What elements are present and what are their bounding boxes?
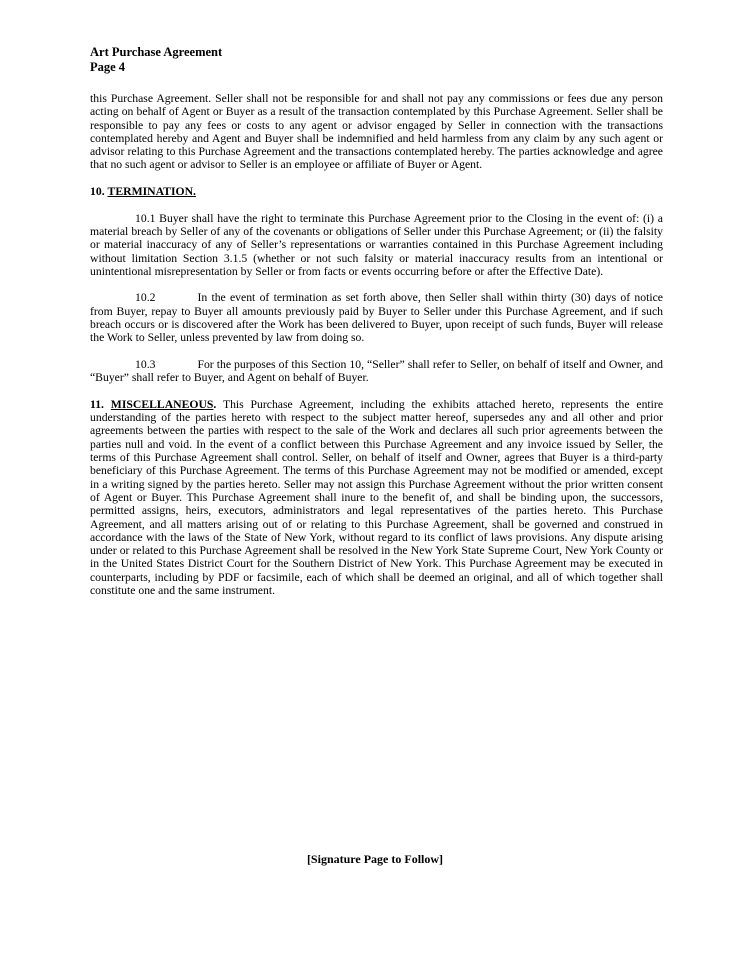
page-header	[90, 45, 222, 75]
section-10-3-number: 10.3	[135, 357, 156, 371]
page-number: Page 4	[90, 60, 126, 74]
signature-page-notice: [Signature Page to Follow]	[306, 852, 444, 866]
section-10-title: TERMINATION.	[107, 185, 196, 199]
section-10-1-paragraph: 10.1 Buyer shall have the right to terminate this Purchase Agreement prior to the Closing in the event of: (i) a material breach by Seller of any of the covenants or obligations of Seller under this Purchase Agreement; or (ii) the falsity or material inaccuracy of any of Seller’s representations or warranties contained in this Purchase Agreement including without limitation Section 3.1.5 (whether or not such falsity or material inaccuracy results from an intentional or unintentional misrepresentation by Seller or from facts or events occurring before or after the Effective Date).	[90, 211, 663, 278]
section-10-3-text: For the purposes of this Section 10, “Seller” shall refer to Seller, on behalf of itself and Owner, and “Buyer” shall refer to Buyer, and Agent on behalf of Buyer.	[90, 357, 663, 385]
section-11-paragraph: 11. MISCELLANEOUS. This Purchase Agreement, including the exhibits attached hereto, represents the entire understanding of the parties hereto with respect to the subject matter hereof, supersedes any and all other and prior agreements between the parties with respect to the sale of the Work and declares all such prior agreements between the parties null and void. In the event of a conflict between this Purchase Agreement and any invoice issued by Seller, the terms of this Purchase Agreement shall control. Seller, on behalf of itself and Owner, agrees that Buyer is a third-party beneficiary of this Purchase Agreement. The terms of this Purchase Agreement may not be modified or amended, except in a writing signed by the parties hereto. Seller may not assign this Purchase Agreement without the prior written consent of Agent or Buyer. This Purchase Agreement shall inure to the benefit of, and shall be binding upon, the successors, permitted assigns, heirs, executors, administrators and legal representatives of the parties hereto. This Purchase Agreement, and all matters arising out of or relating to this Purchase Agreement, shall be governed and construed in accordance with the laws of the State of New York, without regard to its conflict of laws provisions. Any dispute arising under or related to this Purchase Agreement shall be resolved in the New York State Supreme Court, New York County or in the United States District Court for the Southern District of New York. This Purchase Agreement may be executed in counterparts, including by PDF or facsimile, each of which shall be deemed an original, and all of which together shall constitute one and the same instrument.	[90, 397, 664, 597]
document-body	[90, 92, 663, 611]
section-11-title: MISCELLANEOUS	[110, 397, 214, 411]
carryover-paragraph: this Purchase Agreement. Seller shall not be responsible for and shall not pay any commissions or fees due any person acting on behalf of Agent or Buyer as a result of the transaction contemplated by this Purchase Agreement. Seller shall be responsible to pay any fees or costs to any agent or advisor engaged by Seller in connection with the transactions contemplated hereby and Agent and Buyer shall be indemnified and held harmless from any claim by any such agent or advisor relating to this Purchase Agreement and the transactions contemplated hereby. The parties acknowledge and agree that no such agent or advisor to Seller is an employee or affiliate of Buyer or Agent.	[90, 92, 663, 172]
section-10-3-paragraph	[90, 358, 663, 385]
section-10-2-paragraph	[90, 291, 663, 344]
section-11-number: 11.	[90, 397, 104, 411]
section-10-2-text: In the event of termination as set forth above, then Seller shall within thirty (30) days of notice from Buyer, repay to Buyer all amounts previously paid by Buyer to Seller under this Purchase Agreement, and if such breach occurs or is discovered after the Work has been delivered to Buyer, upon receipt of such funds, Buyer will release the Work to Seller, unless prevented by law from doing so.	[90, 291, 663, 345]
section-10-heading	[90, 185, 663, 198]
document-title: Art Purchase Agreement	[90, 45, 223, 59]
section-10-2-number: 10.2	[135, 291, 156, 305]
section-10-number: 10.	[90, 185, 105, 199]
section-11-text: This Purchase Agreement, including the exhibits attached hereto, represents the entire understanding of the parties hereto with respect to the subject matter hereof, supersedes any and all other and prior agreements between the parties with respect to the sale of the Work and declares all such prior agreements between the parties null and void. In the event of a conflict between this Purchase Agreement and any invoice issued by Seller, the terms of this Purchase Agreement shall control. Seller, on behalf of itself and Owner, agrees that Buyer is a third-party beneficiary of this Purchase Agreement. The terms of this Purchase Agreement may not be modified or amended, except in a writing signed by the parties hereto. Seller may not assign this Purchase Agreement without the prior written consent of Agent or Buyer. This Purchase Agreement shall inure to the benefit of, and shall be binding upon, the successors, permitted assigns, heirs, executors, administrators and legal representatives of the parties hereto. This Purchase Agreement, and all matters arising out of or relating to this Purchase Agreement, shall be governed and construed in accordance with the laws of the State of New York, without regard to its conflict of laws provisions. Any dispute arising under or related to this Purchase Agreement shall be resolved in the New York State Supreme Court, New York County or in the United States District Court for the Southern District of New York. This Purchase Agreement may be executed in counterparts, including by PDF or facsimile, each of which shall be deemed an original, and all of which together shall constitute one and the same instrument.	[90, 397, 664, 597]
